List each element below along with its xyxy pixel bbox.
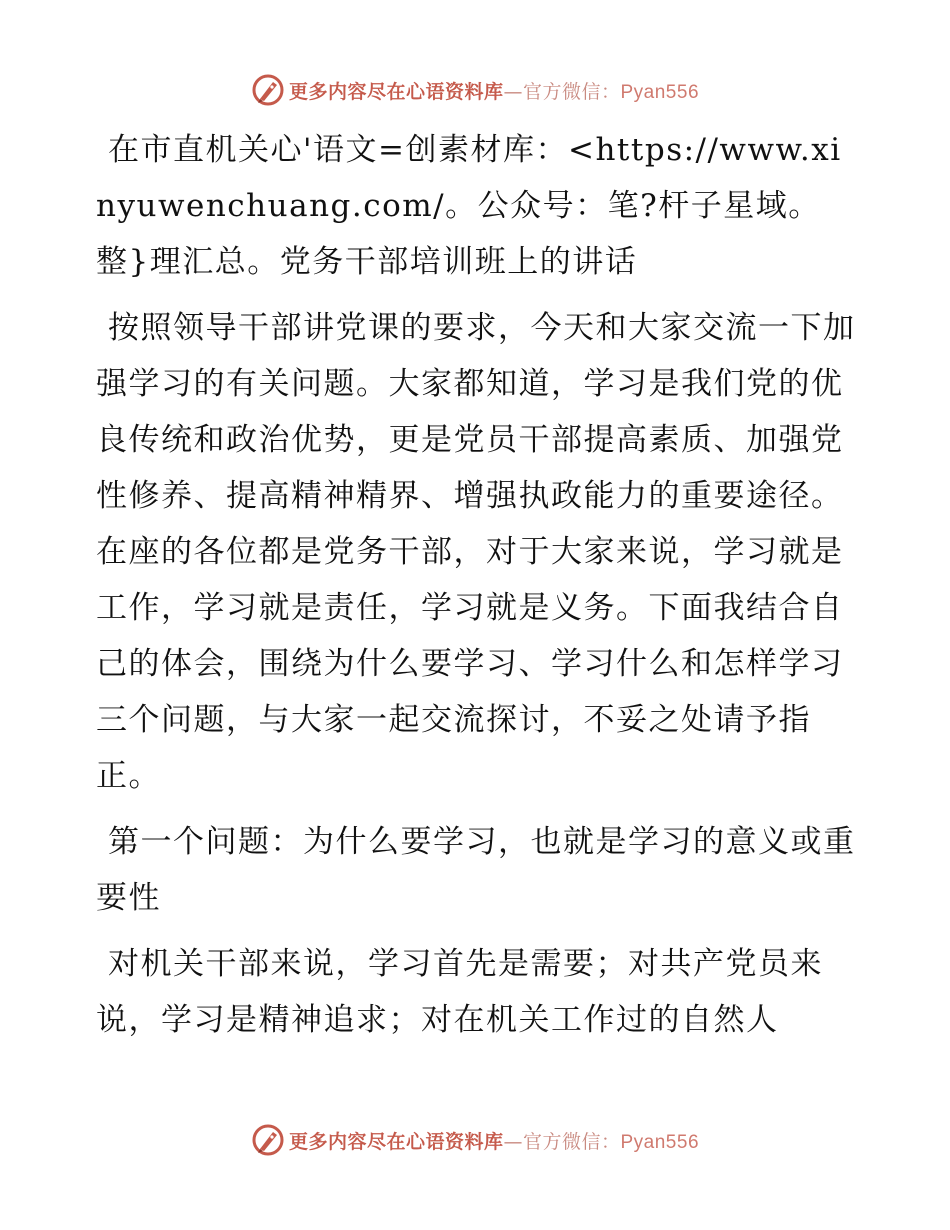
pen-nib-logo-icon [251, 73, 285, 107]
watermark-text [289, 1127, 699, 1154]
watermark-wechat-id: Pyan556 [620, 81, 700, 103]
header-watermark [0, 68, 950, 112]
paragraph-body: 对机关干部来说，学习首先是需要；对共产党员来说，学习是精神追求；对在机关工作过的自然人 [96, 946, 823, 1038]
watermark-main: 更多内容尽在心语资料库 [288, 80, 504, 103]
watermark-label: 官方微信： [522, 80, 621, 103]
watermark-wechat-id: Pyan556 [620, 1131, 700, 1153]
paragraph-section-title: 第一个问题：为什么要学习，也就是学习的意义或重要性 [96, 824, 856, 916]
watermark-separator: — [503, 1130, 523, 1153]
watermark-text [289, 77, 699, 104]
watermark-separator: — [503, 80, 523, 103]
footer-watermark [0, 1118, 950, 1162]
document-body [96, 122, 856, 1058]
pen-nib-logo-icon [251, 1123, 285, 1157]
watermark-main: 更多内容尽在心语资料库 [288, 1130, 504, 1153]
paragraph-intro: 按照领导干部讲党课的要求，今天和大家交流一下加强学习的有关问题。大家都知道，学习是我们党的优良传统和政治优势，更是党员干部提高素质、加强党性修养、提高精神精界、增强执政能力的重要途径。在座的各位都是党务干部，对于大家来说，学习就是工作，学习就是责任，学习就是义务。下面我结合自己的体会，围绕为什么要学习、学习什么和怎样学习三个问题，与大家一起交流探讨，不妥之处请予指正。 [96, 310, 856, 794]
paragraph-heading: 在市直机关心'语文=创素材库：<https://www.xinyuwenchuang.com/。公众号：笔?杆子星域。整}理汇总。党务干部培训班上的讲话 [96, 132, 842, 280]
watermark-label: 官方微信： [522, 1130, 621, 1153]
